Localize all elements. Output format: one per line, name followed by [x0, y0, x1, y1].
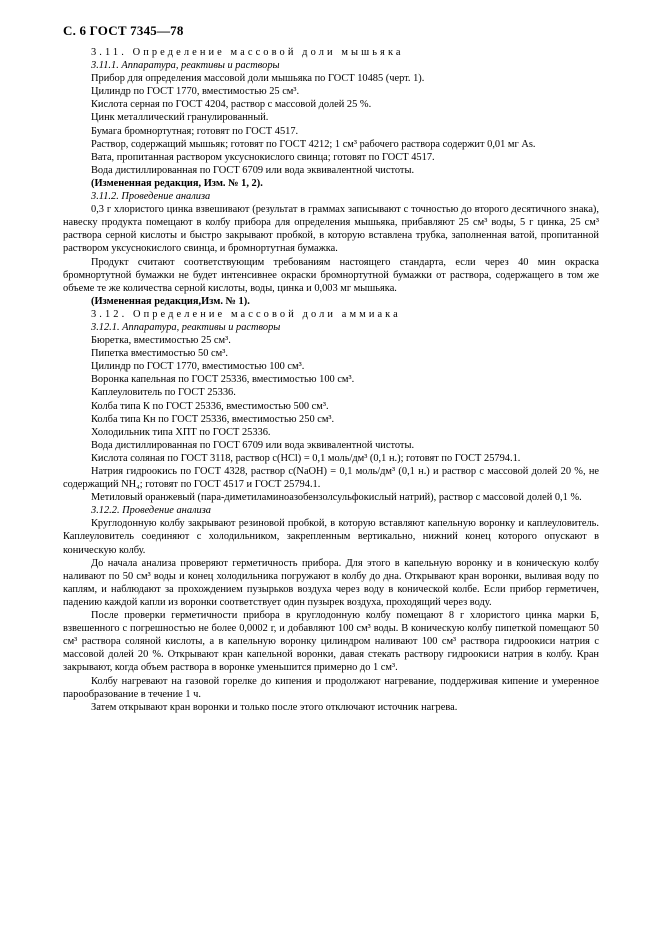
paragraph: Затем открывают кран воронки и только после этого отключают источник нагрева.: [91, 701, 458, 713]
revision-note: (Измененная редакция, Изм. № 1, 2).: [91, 177, 263, 189]
text-line: Цилиндр по ГОСТ 1770, вместимостью 100 см³.: [91, 361, 305, 373]
section-heading: 3.11. Определение массовой доли мышьяка: [91, 47, 404, 58]
text-line: Колба типа Кн по ГОСТ 25336, вместимостью 250 см³.: [91, 413, 335, 425]
page-header: С. 6 ГОСТ 7345—78: [63, 23, 184, 38]
text-line: Кислота серная по ГОСТ 4204, раствор с массовой долей 25 %.: [91, 99, 372, 111]
paragraph: Круглодонную колбу закрывают резиновой пробкой, в которую вставляют капельную воронку и каплеуловитель. Каплеуловитель соединяют с холодильником, закрепленным вертикально, нижний конец которого опускают в коническую колбу.: [63, 518, 599, 556]
text-line: Вода дистиллированная по ГОСТ 6709 или вода эквивалентной чистоты.: [91, 164, 415, 176]
paragraph: Продукт считают соответствующим требованиям настоящего стандарта, если через 40 мин окраска бромнортутной бумажки не будет интенсивнее окраски бромнортутной бумажки от раствора, содержащего в том же объеме те же количества серной кислоты, воды, цинка и 0,003 мг мышьяка.: [63, 256, 599, 294]
text-line: Прибор для определения массовой доли мышьяка по ГОСТ 10485 (черт. 1).: [91, 73, 425, 85]
text-line: Бюретка, вместимостью 25 см³.: [91, 335, 231, 347]
section-heading: 3.12. Определение массовой доли аммиака: [91, 308, 401, 320]
text-line: Холодильник типа ХПТ по ГОСТ 25336.: [91, 426, 271, 438]
text-line: Бумага бромнортутная; готовят по ГОСТ 4517.: [91, 125, 299, 137]
subsection-heading: 3.11.1. Аппаратура, реактивы и растворы: [91, 60, 280, 72]
text-line: Воронка капельная по ГОСТ 25336, вместимостью 100 см³.: [91, 374, 355, 386]
paragraph: Колбу нагревают на газовой горелке до кипения и продолжают нагревание, поддерживая кипение и умеренное парообразование в течение 1 ч.: [63, 675, 599, 700]
text-line: Каплеуловитель по ГОСТ 25336.: [91, 387, 236, 399]
text-line: Колба типа К по ГОСТ 25336, вместимостью 500 см³.: [91, 400, 329, 412]
paragraph: До начала анализа проверяют герметичность прибора. Для этого в капельную воронку и в коническую колбу наливают по 50 см³ воды и конец холодильника погружают в колбу до дна. Открывают кран воронки, выливая воду по каплям, и наблюдают за прохождением пузырьков воздуха через воду в конической колбе. Если прибор герметичен, падению каждой капли из воронки соответствует один пузырек воздуха, проходящий через воду.: [63, 557, 599, 608]
text-line: Вата, пропитанная раствором уксуснокислого свинца; готовят по ГОСТ 4517.: [91, 151, 435, 163]
paragraph: Метиловый оранжевый (пара-диметиламиноазобензолсульфокислый натрий), раствор с массовой долей 0,1 %.: [91, 492, 582, 504]
paragraph: 0,3 г хлористого цинка взвешивают (результат в граммах записывают с точностью до второго десятичного знака), навеску продукта помещают в колбу прибора для определения мышьяка, прибавляют 25 см³ воды, 5 г цинка, 25 см³ раствора серной кислоты и быстро закрывают пробкой, в которую вставлена трубка, заполненная ватой, пропитанной раствором уксуснокислого свинца, и бромнортутная бумажка.: [63, 204, 599, 255]
paragraph: После проверки герметичности прибора в круглодонную колбу помещают 8 г хлористого цинка марки Б, взвешенного с погрешностью не более 0,0002 г, и добавляют 100 см³ воды. В коническую колбу пипеткой помещают 50 см³ раствора соляной кислоты, а в капельную воронку цилиндром наливают 100 см³ раствора гидроокиси натрия с массовой долей 20 %. Открывают кран капельной воронки, давая стекать раствору гидроокиси натрия в колбу. Кран закрывают, когда объем раствора в воронке уменьшится примерно до 1 см³.: [63, 610, 599, 674]
subsection-heading: 3.11.2. Проведение анализа: [91, 191, 211, 203]
paragraph: Раствор, содержащий мышьяк; готовят по ГОСТ 4212; 1 см³ рабочего раствора содержит 0,01 мг As.: [91, 138, 536, 150]
text-line: Пипетка вместимостью 50 см³.: [91, 348, 228, 360]
paragraph: Кислота соляная по ГОСТ 3118, раствор c(HCl) = 0,1 моль/дм³ (0,1 н.); готовят по ГОСТ 25794.1.: [91, 452, 521, 464]
document-body: [63, 46, 599, 714]
subsection-heading: 3.12.2. Проведение анализа: [91, 505, 212, 517]
text-line: Вода дистиллированная по ГОСТ 6709 или вода эквивалентной чистоты.: [91, 439, 415, 451]
subsection-heading: 3.12.1. Аппаратура, реактивы и растворы: [91, 321, 281, 333]
text-line: Цилиндр по ГОСТ 1770, вместимостью 25 см³.: [91, 86, 300, 98]
paragraph: Натрия гидроокись по ГОСТ 4328, раствор c(NaOH) = 0,1 моль/дм³ (0,1 н.) и раствор с массовой долей 20 %, не содержащий NH₄; готовят по ГОСТ 4517 и ГОСТ 25794.1.: [63, 466, 599, 491]
text-line: Цинк металлический гранулированный.: [91, 112, 269, 124]
revision-note: (Измененная редакция,Изм. № 1).: [91, 295, 250, 307]
